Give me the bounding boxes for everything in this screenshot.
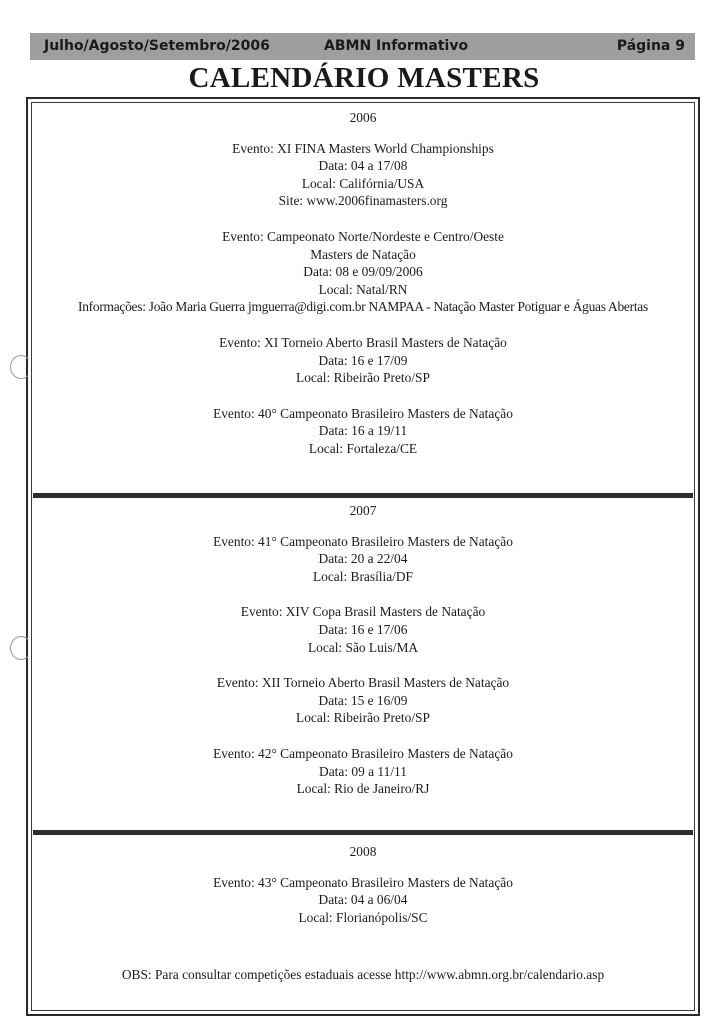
event-block <box>33 603 693 656</box>
event-name: Evento: 43° Campeonato Brasileiro Masters de Natação <box>213 874 513 890</box>
event-location: Local: Rio de Janeiro/RJ <box>296 781 430 797</box>
event-date: Data: 04 a 06/04 <box>318 892 408 908</box>
year-heading: 2006 <box>349 110 377 125</box>
event-name: Evento: XI Torneio Aberto Brasil Masters de Natação <box>219 334 507 350</box>
event-block <box>33 405 693 458</box>
event-block <box>33 533 693 586</box>
event-site: Site: www.2006finamasters.org <box>278 193 448 209</box>
event-block <box>33 140 693 210</box>
event-location: Local: Ribeirão Preto/SP <box>296 370 430 386</box>
year-heading: 2008 <box>349 844 377 859</box>
event-name: Evento: 42° Campeonato Brasileiro Masters de Natação <box>213 745 513 761</box>
event-block <box>33 228 693 316</box>
event-location: Local: Califórnia/USA <box>301 175 425 191</box>
section-divider <box>33 830 693 835</box>
event-name: Evento: XII Torneio Aberto Brasil Masters de Natação <box>216 675 510 691</box>
event-contact-info: Informações: João Maria Guerra jmguerra@digi.com.br NAMPAA - Natação Master Potiguar e Águas Abertas <box>78 299 648 315</box>
event-location: Local: Ribeirão Preto/SP <box>296 710 430 726</box>
event-date: Data: 20 a 22/04 <box>318 551 408 567</box>
event-location: Local: São Luis/MA <box>307 639 419 655</box>
event-block <box>33 745 693 798</box>
event-location: Local: Fortaleza/CE <box>308 440 418 456</box>
event-date: Data: 16 a 19/11 <box>318 423 408 439</box>
event-block <box>33 674 693 727</box>
event-date: Data: 15 e 16/09 <box>318 692 408 708</box>
event-date: Data: 16 e 17/06 <box>318 621 408 637</box>
issue-date: Julho/Agosto/Setembro/2006 <box>44 38 270 54</box>
event-date: Data: 08 e 09/09/2006 <box>303 264 423 280</box>
year-section-2008 <box>33 843 693 944</box>
binder-hole-mark <box>10 355 32 379</box>
event-location: Local: Brasília/DF <box>312 568 414 584</box>
section-divider <box>33 493 693 498</box>
event-date: Data: 16 e 17/09 <box>318 352 408 368</box>
event-name: Evento: XI FINA Masters World Championships <box>232 140 494 156</box>
event-name: Evento: 41° Campeonato Brasileiro Masters de Natação <box>213 533 513 549</box>
year-section-2007 <box>33 502 693 816</box>
header-bar <box>30 33 695 60</box>
event-block <box>33 334 693 387</box>
event-location: Local: Natal/RN <box>318 281 408 297</box>
event-date: Data: 04 a 17/08 <box>318 158 408 174</box>
event-name-continued: Masters de Natação <box>310 246 416 262</box>
page-title: CALENDÁRIO MASTERS <box>188 62 540 94</box>
event-block <box>33 874 693 927</box>
obs-note: OBS: Para consultar competições estaduais acesse http://www.abmn.org.br/calendario.asp <box>121 967 605 982</box>
event-name: Evento: 40° Campeonato Brasileiro Masters de Natação <box>213 405 513 421</box>
binder-hole-mark <box>10 636 32 660</box>
publication-name: ABMN Informativo <box>324 38 469 54</box>
event-name: Evento: Campeonato Norte/Nordeste e Centro/Oeste <box>222 228 504 244</box>
year-section-2006 <box>33 109 693 476</box>
event-date: Data: 09 a 11/11 <box>319 763 407 779</box>
event-name: Evento: XIV Copa Brasil Masters de Natação <box>240 604 486 620</box>
year-heading: 2007 <box>349 503 377 518</box>
event-location: Local: Florianópolis/SC <box>298 909 428 925</box>
page-number: Página 9 <box>616 38 685 54</box>
